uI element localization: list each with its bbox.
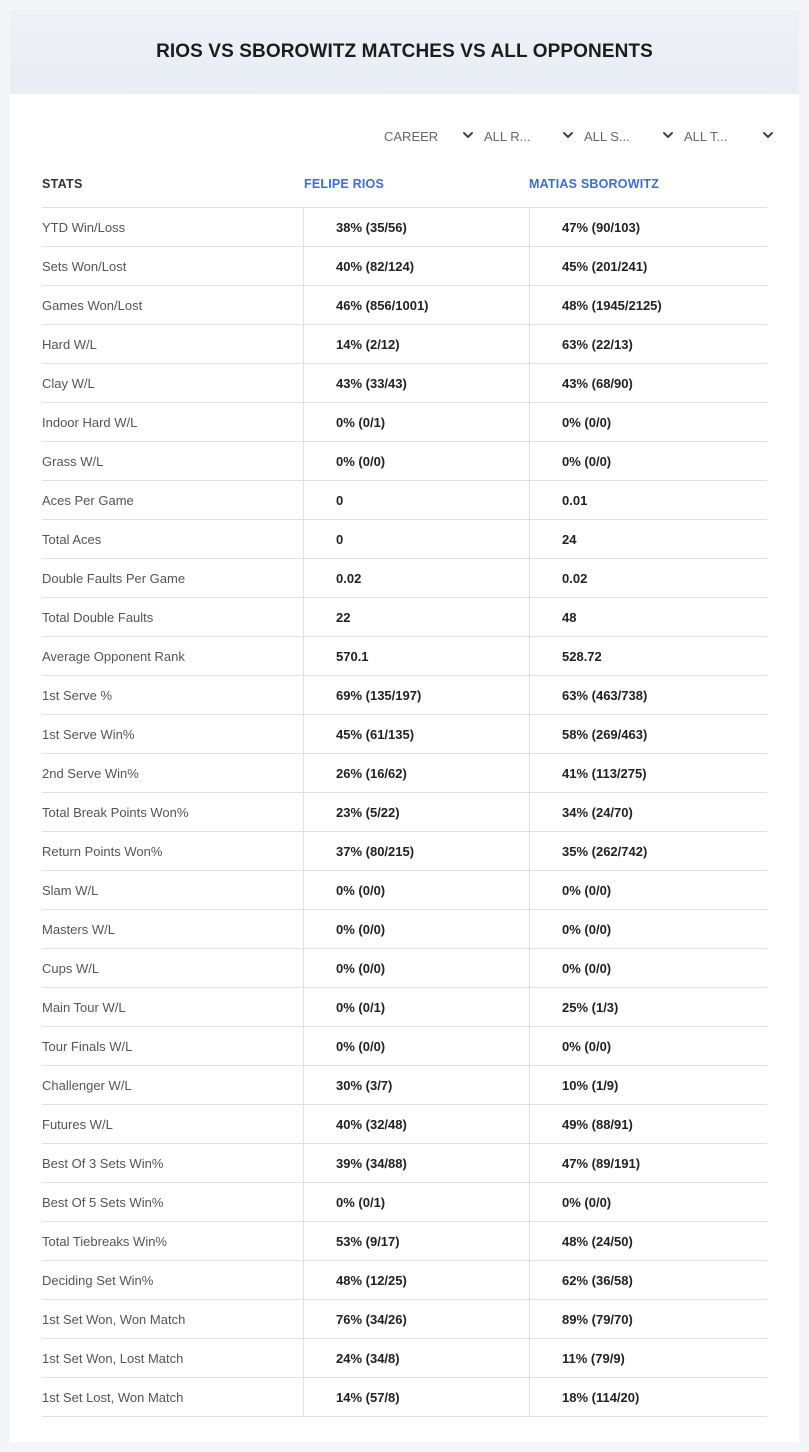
player1-value: 39% (34/88): [303, 1144, 529, 1182]
player2-value: 58% (269/463): [529, 715, 767, 753]
stat-label: Best Of 3 Sets Win%: [42, 1155, 164, 1171]
table-row: [42, 247, 767, 286]
stat-label: Indoor Hard W/L: [42, 414, 138, 430]
player2-value: 49% (88/91): [529, 1105, 767, 1143]
stat-label: Double Faults Per Game: [42, 570, 186, 586]
table-row: [42, 910, 767, 949]
player2-value: 48% (1945/2125): [529, 286, 767, 324]
table-row: [42, 481, 767, 520]
chevron-down-icon: [662, 129, 674, 141]
card-header: [10, 10, 799, 94]
table-row: [42, 832, 767, 871]
player2-value: 0% (0/0): [529, 403, 767, 441]
column-header-stats: STATS: [42, 176, 83, 191]
table-body: [42, 208, 767, 1417]
table-row: [42, 1144, 767, 1183]
table-row: [42, 1378, 767, 1417]
player2-value: 45% (201/241): [529, 247, 767, 285]
player1-value: 0.02: [303, 559, 529, 597]
player1-value: 0% (0/1): [303, 403, 529, 441]
player1-value: 46% (856/1001): [303, 286, 529, 324]
table-row: [42, 715, 767, 754]
stat-label: Grass W/L: [42, 453, 104, 469]
table-row: [42, 676, 767, 715]
player1-value: 23% (5/22): [303, 793, 529, 831]
filter-surface-select[interactable]: [584, 126, 684, 146]
player1-value: 43% (33/43): [303, 364, 529, 402]
chevron-down-icon: [462, 129, 474, 141]
player2-value: 47% (89/191): [529, 1144, 767, 1182]
stat-label: Games Won/Lost: [42, 297, 143, 313]
player2-value: 0% (0/0): [529, 871, 767, 909]
player2-value: 48: [529, 598, 767, 636]
player1-value: 0% (0/1): [303, 988, 529, 1026]
stat-label: 1st Set Won, Lost Match: [42, 1350, 184, 1366]
player2-value: 63% (22/13): [529, 325, 767, 363]
column-header-player1-link[interactable]: FELIPE RIOS: [304, 176, 384, 191]
player2-value: 35% (262/742): [529, 832, 767, 870]
player2-value: 89% (79/70): [529, 1300, 767, 1338]
stat-label: YTD Win/Loss: [42, 219, 126, 235]
table-row: [42, 1300, 767, 1339]
stat-label: Cups W/L: [42, 960, 100, 976]
stat-label: Average Opponent Rank: [42, 648, 185, 664]
player1-value: 0: [303, 481, 529, 519]
table-row: [42, 559, 767, 598]
stat-label: Total Tiebreaks Win%: [42, 1233, 167, 1249]
player1-value: 26% (16/62): [303, 754, 529, 792]
player1-value: 76% (34/26): [303, 1300, 529, 1338]
page-title: RIOS VS SBOROWITZ MATCHES VS ALL OPPONENTS: [156, 41, 653, 62]
stat-label: Total Double Faults: [42, 609, 154, 625]
player1-value: 38% (35/56): [303, 208, 529, 246]
chevron-down-icon: [762, 129, 774, 141]
filter-tournament-label: ALL T...: [684, 128, 728, 144]
player1-value: 69% (135/197): [303, 676, 529, 714]
table-row: [42, 208, 767, 247]
player2-value: 41% (113/275): [529, 754, 767, 792]
player1-value: 22: [303, 598, 529, 636]
table-row: [42, 403, 767, 442]
player2-value: 11% (79/9): [529, 1339, 767, 1377]
table-row: [42, 598, 767, 637]
filter-rounds-label: ALL R...: [484, 128, 531, 144]
table-row: [42, 286, 767, 325]
table-row: [42, 988, 767, 1027]
column-header-player2-link[interactable]: MATIAS SBOROWITZ: [529, 176, 660, 191]
stat-label: Best Of 5 Sets Win%: [42, 1194, 164, 1210]
stat-label: Main Tour W/L: [42, 999, 126, 1015]
player2-value: 0% (0/0): [529, 949, 767, 987]
player1-value: 40% (32/48): [303, 1105, 529, 1143]
stat-label: Masters W/L: [42, 921, 115, 937]
stat-label: Hard W/L: [42, 336, 97, 352]
table-row: [42, 1339, 767, 1378]
table-row: [42, 325, 767, 364]
stat-label: 1st Set Lost, Won Match: [42, 1389, 184, 1405]
stat-label: Total Break Points Won%: [42, 804, 189, 820]
stat-label: 1st Serve Win%: [42, 726, 135, 742]
player1-value: 0% (0/1): [303, 1183, 529, 1221]
player1-value: 0% (0/0): [303, 949, 529, 987]
player1-value: 45% (61/135): [303, 715, 529, 753]
filter-surface-label: ALL S...: [584, 128, 630, 144]
player2-value: 10% (1/9): [529, 1066, 767, 1104]
player1-value: 0% (0/0): [303, 1027, 529, 1065]
stat-label: 1st Serve %: [42, 687, 113, 703]
filter-bar: [384, 126, 784, 146]
player1-value: 570.1: [303, 637, 529, 675]
player2-value: 63% (463/738): [529, 676, 767, 714]
stat-label: Return Points Won%: [42, 843, 163, 859]
stats-card: [10, 10, 799, 1442]
table-row: [42, 1027, 767, 1066]
player1-value: 0% (0/0): [303, 871, 529, 909]
player2-value: 62% (36/58): [529, 1261, 767, 1299]
table-header: [42, 160, 767, 208]
stat-label: Clay W/L: [42, 375, 95, 391]
table-row: [42, 520, 767, 559]
player2-value: 34% (24/70): [529, 793, 767, 831]
stat-label: Slam W/L: [42, 882, 99, 898]
player2-value: 0% (0/0): [529, 442, 767, 480]
player1-value: 30% (3/7): [303, 1066, 529, 1104]
player2-value: 528.72: [529, 637, 767, 675]
chevron-down-icon: [562, 129, 574, 141]
table-row: [42, 637, 767, 676]
player2-value: 47% (90/103): [529, 208, 767, 246]
player2-value: 0% (0/0): [529, 1027, 767, 1065]
player1-value: 14% (2/12): [303, 325, 529, 363]
table-row: [42, 442, 767, 481]
stat-label: 2nd Serve Win%: [42, 765, 139, 781]
stats-table: [42, 160, 767, 1417]
table-row: [42, 949, 767, 988]
player1-value: 0% (0/0): [303, 910, 529, 948]
player1-value: 53% (9/17): [303, 1222, 529, 1260]
stat-label: Deciding Set Win%: [42, 1272, 154, 1288]
player2-value: 48% (24/50): [529, 1222, 767, 1260]
table-row: [42, 364, 767, 403]
filter-rounds-select[interactable]: [484, 126, 584, 146]
player2-value: 18% (114/20): [529, 1378, 767, 1416]
stat-label: Futures W/L: [42, 1116, 113, 1132]
stat-label: Challenger W/L: [42, 1077, 132, 1093]
stat-label: Sets Won/Lost: [42, 258, 127, 274]
stat-label: 1st Set Won, Won Match: [42, 1311, 186, 1327]
stat-label: Tour Finals W/L: [42, 1038, 133, 1054]
filter-period-select[interactable]: [384, 126, 484, 146]
table-row: [42, 1066, 767, 1105]
player1-value: 14% (57/8): [303, 1378, 529, 1416]
filter-period-label: CAREER: [384, 128, 439, 144]
stat-label: Aces Per Game: [42, 492, 134, 508]
table-row: [42, 793, 767, 832]
stat-label: Total Aces: [42, 531, 102, 547]
table-row: [42, 754, 767, 793]
player2-value: 0% (0/0): [529, 910, 767, 948]
table-row: [42, 1183, 767, 1222]
player1-value: 0% (0/0): [303, 442, 529, 480]
player2-value: 0.01: [529, 481, 767, 519]
table-row: [42, 1222, 767, 1261]
player1-value: 40% (82/124): [303, 247, 529, 285]
player1-value: 24% (34/8): [303, 1339, 529, 1377]
player2-value: 0.02: [529, 559, 767, 597]
table-row: [42, 871, 767, 910]
filter-tournament-select[interactable]: [684, 126, 784, 146]
table-row: [42, 1261, 767, 1300]
player1-value: 0: [303, 520, 529, 558]
player2-value: 25% (1/3): [529, 988, 767, 1026]
player2-value: 24: [529, 520, 767, 558]
player1-value: 37% (80/215): [303, 832, 529, 870]
player1-value: 48% (12/25): [303, 1261, 529, 1299]
player2-value: 43% (68/90): [529, 364, 767, 402]
table-row: [42, 1105, 767, 1144]
player2-value: 0% (0/0): [529, 1183, 767, 1221]
